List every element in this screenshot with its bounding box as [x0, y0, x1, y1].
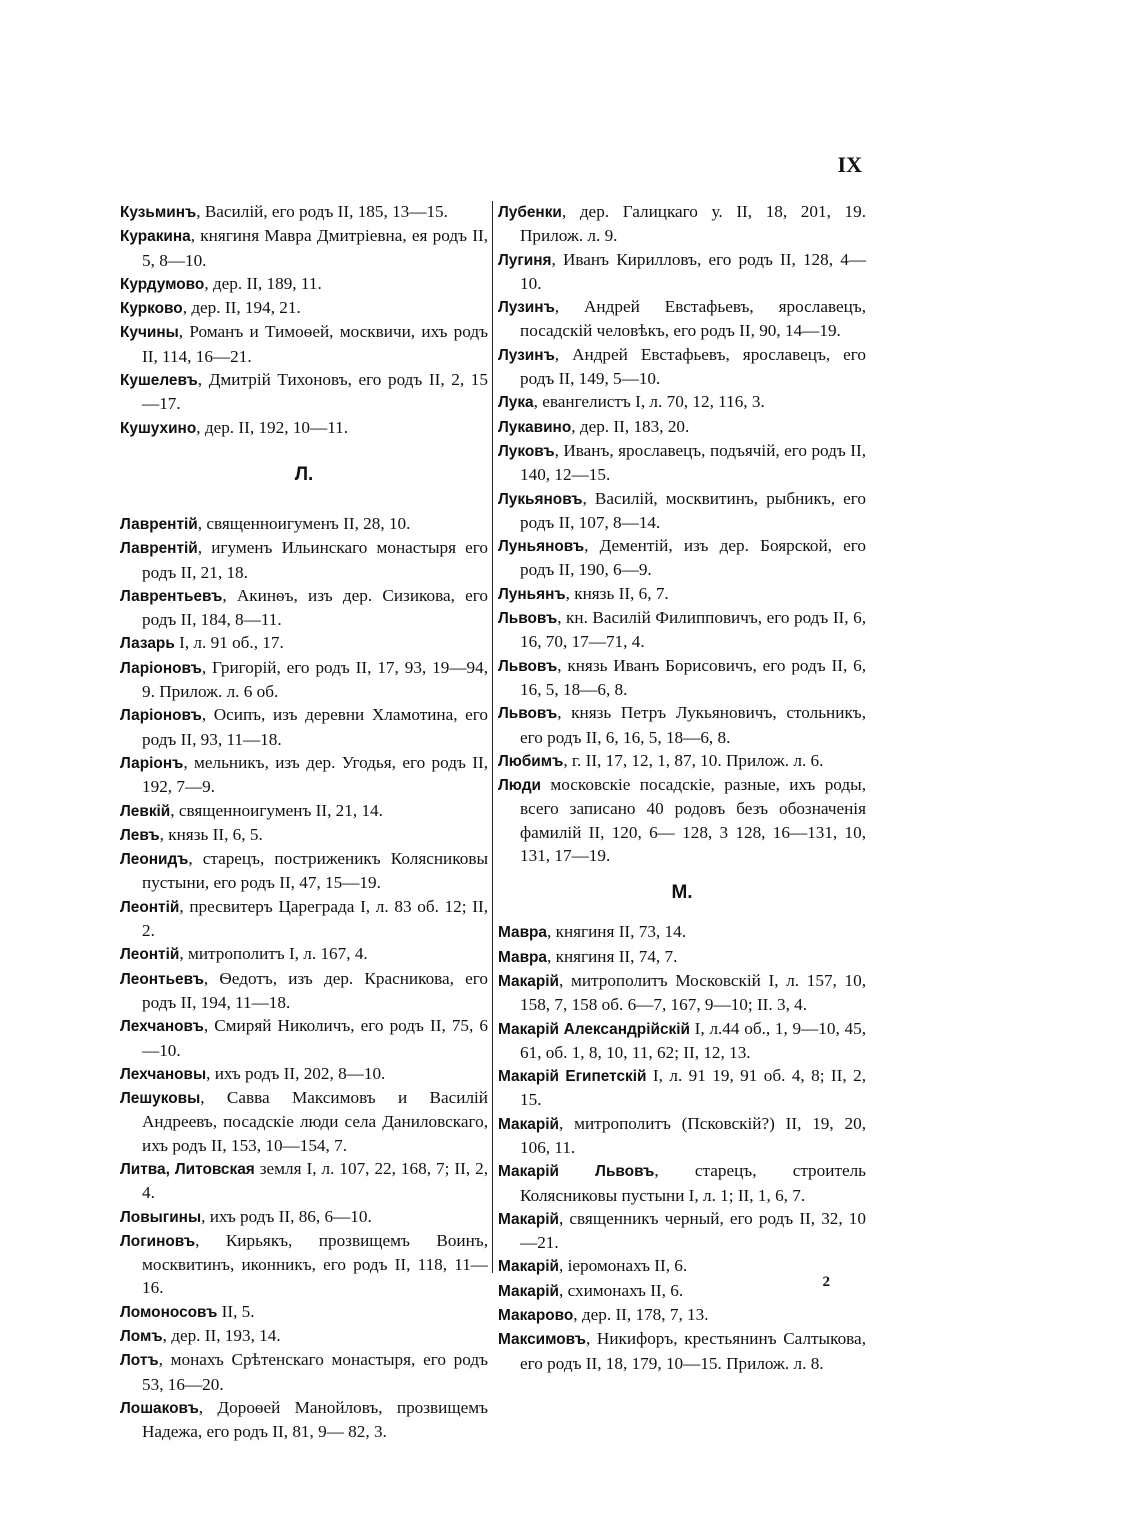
entry-text: , дер. Галицкаго у. II, 18, 201, 19. Прилож. л. 9. — [520, 202, 866, 246]
entry-headword: Ловыгины — [120, 1208, 202, 1226]
index-column-left — [120, 200, 488, 1444]
entry-headword: Леонтій — [120, 898, 180, 916]
entry-headword: Леонидъ — [120, 851, 189, 869]
index-entry — [498, 701, 866, 749]
entry-headword: Лаврентьевъ — [120, 587, 223, 605]
entry-text: , Ѳедотъ, изъ дер. Красникова, его родъ II, 194, 11—18. — [142, 968, 488, 1012]
entry-text: , Осипъ, изъ деревни Хламотина, его родъ II, 93, 11—18. — [142, 705, 488, 749]
index-entry — [498, 439, 866, 487]
entry-headword: Ломоносовъ — [120, 1303, 218, 1321]
index-entry — [498, 1303, 866, 1327]
entry-text: , дер. II, 183, 20. — [571, 416, 690, 436]
entry-text: , игуменъ Ильинскаго монастыря его родъ II, 21, 18. — [142, 538, 488, 582]
entry-headword: Макарій — [498, 1258, 559, 1276]
entry-text: II, 5. — [217, 1301, 255, 1321]
entry-text: , Дементій, изъ дер. Боярской, его родъ II, 190, 6—9. — [520, 536, 866, 580]
entry-text: , Иванъ Кирилловъ, его родъ II, 128, 4—10. — [520, 249, 866, 293]
entry-headword: Лукавино — [498, 418, 572, 436]
entry-headword: Ларіонъ — [120, 754, 184, 772]
entry-text: , Григорій, его родъ II, 17, 93, 19—94, 9. Прилож. л. 6 об. — [142, 657, 488, 702]
entry-text: , Андрей Евстафьевъ, ярославецъ, его родъ II, 149, 5—10. — [520, 344, 866, 389]
entry-text: , митрополитъ I, л. 167, 4. — [179, 944, 368, 964]
entry-text: , митрополитъ Московскій I, л. 157, 10, 158, 7, 158 об. 6—7, 167, 9—10; II. 3, 4. — [520, 970, 866, 1015]
index-entry — [498, 1327, 866, 1375]
entry-text: , г. II, 17, 12, 1, 87, 10. Прилож. л. 6. — [563, 750, 824, 770]
entry-headword: Леонтьевъ — [120, 970, 204, 988]
entry-text: , Смиряй Николичъ, его родъ II, 75, 6—10. — [142, 1016, 488, 1060]
entry-headword: Макарій — [498, 1115, 559, 1133]
index-entry — [120, 200, 488, 224]
entry-text: , Андрей Евстафьевъ, ярославецъ, посадскій человѣкъ, его родъ II, 90, 14—19. — [520, 297, 866, 341]
entry-headword: Луньянъ — [498, 585, 566, 603]
entry-headword: Луньяновъ — [498, 538, 585, 556]
entry-text: , Дороѳей Манойловъ, прозвищемъ Надежа, его родъ II, 81, 9— 82, 3. — [142, 1397, 488, 1442]
index-entry — [120, 942, 488, 966]
index-entry — [120, 967, 488, 1015]
entry-text: , Романъ и Тимоѳей, москвичи, ихъ родъ II, 114, 16—21. — [142, 322, 488, 366]
index-entry — [498, 749, 866, 773]
index-entry — [120, 512, 488, 536]
entry-text: , князь II, 6, 7. — [565, 583, 669, 603]
entry-text: , старецъ, постриженикъ Колясниковы пустыни, его родъ II, 47, 15—19. — [142, 849, 488, 893]
entry-text: , дер. II, 192, 10—11. — [196, 417, 349, 437]
section-heading: М. — [671, 882, 693, 904]
entry-text: земля I, л. 107, 22, 168, 7; II, 2, 4. — [142, 1158, 488, 1203]
entry-headword: Логиновъ — [120, 1232, 196, 1250]
entry-headword: Лаврентій — [120, 515, 198, 533]
entry-text: , князь Петръ Лукьяновичъ, стольникъ, его родъ II, 6, 16, 5, 18—6, 8. — [520, 703, 866, 747]
index-entry — [120, 799, 488, 823]
entry-headword: Макарій Египетскій — [498, 1068, 647, 1086]
index-entry — [120, 1014, 488, 1062]
entry-headword: Ларіоновъ — [120, 659, 202, 677]
index-entry — [120, 823, 488, 847]
index-entry — [498, 1064, 866, 1112]
entry-headword: Лубенки — [498, 204, 562, 221]
entry-text: I, л. 91 19, 91 об. 4, 8; II, 2, 15. — [520, 1066, 866, 1110]
index-entry — [120, 895, 488, 943]
entry-headword: Лугиня — [498, 251, 552, 269]
entry-text: , евангелистъ I, л. 70, 12, 116, 3. — [533, 392, 765, 412]
index-entry — [120, 847, 488, 895]
entry-text: , священноигуменъ II, 21, 14. — [170, 800, 383, 820]
index-entry — [498, 200, 866, 248]
index-entry — [498, 534, 866, 582]
index-entry — [120, 296, 488, 320]
column-divider — [492, 201, 493, 1273]
entry-headword: Львовъ — [498, 705, 558, 723]
entry-text: , монахъ Срѣтенскаго монастыря, его родъ 53, 16—20. — [142, 1350, 488, 1394]
entry-headword: Лошаковъ — [120, 1399, 199, 1417]
index-entry — [498, 773, 866, 867]
entry-headword: Лаврентій — [120, 540, 198, 558]
index-entry — [498, 390, 866, 414]
entry-headword: Львовъ — [498, 657, 558, 675]
entry-text: , ихъ родъ II, 86, 6—10. — [201, 1206, 372, 1226]
entry-text: , Кирьякъ, прозвищемъ Воинъ, москвитинъ, иконникъ, его родъ II, 118, 11—16. — [142, 1230, 488, 1298]
entry-headword: Лехчановъ — [120, 1018, 204, 1036]
section-heading: Л. — [294, 463, 314, 485]
index-entry — [120, 751, 488, 799]
entry-headword: Кучины — [120, 324, 179, 342]
index-entry — [498, 248, 866, 296]
entry-text: , Василій, москвитинъ, рыбникъ, его родъ II, 107, 8—14. — [520, 488, 866, 532]
index-entry — [120, 536, 488, 584]
entry-headword: Кузьминъ — [120, 204, 197, 221]
entry-text: , дер. II, 178, 7, 13. — [573, 1305, 709, 1325]
entry-text: , ихъ родъ II, 202, 8—10. — [206, 1063, 386, 1083]
entry-text: , князь Иванъ Борисовичъ, его родъ II, 6, 16, 5, 18—6, 8. — [520, 655, 866, 699]
page-number: IX — [837, 152, 862, 177]
index-entry — [120, 1086, 488, 1157]
entry-headword: Литва, Литовская — [120, 1160, 255, 1178]
entry-headword: Курково — [120, 300, 183, 318]
entry-text: , священникъ черный, его родъ II, 32, 10—21. — [520, 1208, 866, 1253]
index-entry — [120, 320, 488, 368]
index-entry — [120, 631, 488, 655]
entry-text: , мельникъ, изъ дер. Угодья, его родъ II, 192, 7—9. — [142, 752, 488, 797]
index-entry — [498, 969, 866, 1017]
entry-headword: Львовъ — [498, 610, 558, 628]
index-entry — [120, 416, 488, 440]
entry-text: , іеромонахъ II, 6. — [558, 1256, 688, 1276]
index-entry — [120, 1157, 488, 1205]
entry-headword: Лукьяновъ — [498, 490, 583, 508]
entry-text: московскіе посадскіе, разные, ихъ роды, всего записано 40 родовъ безъ обозначенія фамилій II, 120, 6— 128, 3 128, 16—131, 10, 131, 17—19. — [520, 775, 866, 866]
index-entry — [120, 1324, 488, 1348]
entry-headword: Лузинъ — [498, 299, 555, 317]
index-entry — [120, 1229, 488, 1300]
entry-headword: Курдумово — [120, 275, 205, 293]
index-column-right — [498, 200, 866, 1375]
entry-headword: Лазарь — [120, 635, 175, 653]
entry-text: , князь II, 6, 5. — [159, 824, 263, 844]
entry-headword: Лузинъ — [498, 346, 555, 364]
entry-headword: Лука — [498, 394, 534, 412]
signature-number: 2 — [822, 1274, 830, 1290]
entry-text: I, л. 91 об., 17. — [174, 633, 284, 653]
index-entry — [498, 487, 866, 535]
entry-headword: Леонтій — [120, 946, 180, 964]
index-entry — [498, 295, 866, 343]
index-entry — [498, 1207, 866, 1255]
index-entry — [120, 584, 488, 632]
entry-headword: Макарій Львовъ — [498, 1163, 655, 1181]
entry-headword: Куракина — [120, 228, 191, 246]
index-entry — [498, 1017, 866, 1065]
index-entry — [120, 703, 488, 751]
index-entry — [120, 224, 488, 272]
index-entry — [120, 1062, 488, 1086]
entry-headword: Луковъ — [498, 442, 555, 460]
entry-text: , княгиня II, 73, 14. — [547, 922, 687, 942]
entry-text: I, л.44 об., 1, 9—10, 45, 61, об. 1, 8, 10, 11, 62; II, 12, 13. — [520, 1018, 867, 1062]
entry-headword: Ломъ — [120, 1328, 163, 1346]
index-entry — [498, 920, 866, 944]
entry-headword: Макарій — [498, 972, 559, 990]
index-entry — [498, 1159, 866, 1207]
index-entry — [120, 1348, 488, 1396]
index-entry — [120, 368, 488, 416]
entry-headword: Макарій Александрійскій — [498, 1020, 690, 1038]
entry-text: , митрополитъ (Псковскій?) II, 19, 20, 106, 11. — [520, 1113, 866, 1157]
index-entry — [120, 272, 488, 296]
index-entry — [498, 1112, 866, 1160]
index-entry — [120, 1396, 488, 1444]
entry-headword: Максимовъ — [498, 1331, 586, 1349]
entry-text: , Никифоръ, крестьянинъ Салтыкова, его родъ II, 18, 179, 10—15. Прилож. л. 8. — [520, 1329, 866, 1373]
index-entry — [498, 654, 866, 702]
entry-headword: Лешуковы — [120, 1090, 201, 1108]
entry-headword: Любимъ — [498, 752, 564, 770]
entry-text: , схимонахъ II, 6. — [558, 1280, 684, 1300]
entry-headword: Мавра — [498, 924, 547, 942]
entry-headword: Левъ — [120, 826, 160, 844]
index-entry — [120, 1300, 488, 1324]
entry-headword: Ларіоновъ — [120, 707, 202, 725]
entry-text: , княгиня II, 74, 7. — [547, 946, 678, 966]
entry-headword: Макарово — [498, 1307, 574, 1325]
entry-headword: Кушухино — [120, 419, 197, 437]
index-entry — [120, 656, 488, 704]
entry-text: , Савва Максимовъ и Василій Андреевъ, посадскіе люди села Даниловскаго, ихъ родъ II, 153, 10—154, 7. — [142, 1088, 488, 1155]
index-entry — [498, 606, 866, 654]
index-entry — [498, 343, 866, 391]
entry-text: , старецъ, строитель Колясниковы пустыни I, л. 1; II, 1, 6, 7. — [520, 1161, 866, 1205]
entry-text: , священноигуменъ II, 28, 10. — [197, 513, 411, 533]
entry-text: , дер. II, 193, 14. — [162, 1326, 281, 1346]
entry-headword: Лехчановы — [120, 1065, 207, 1083]
index-entry — [498, 415, 866, 439]
index-entry — [498, 582, 866, 606]
entry-headword: Левкій — [120, 802, 171, 820]
entry-text: , дер. II, 194, 21. — [182, 298, 301, 318]
entry-text: , дер. II, 189, 11. — [204, 273, 322, 293]
entry-headword: Кушелевъ — [120, 372, 198, 390]
entry-headword: Мавра — [498, 948, 547, 966]
entry-text: , Иванъ, ярославецъ, подъячій, его родъ II, 140, 12—15. — [520, 440, 866, 485]
index-entry — [120, 1205, 488, 1229]
entry-text: , княгиня Мавра Дмитріевна, ея родъ II, 5, 8—10. — [142, 226, 488, 270]
entry-text: , кн. Василій Филипповичъ, его родъ II, 6, 16, 70, 17—71, 4. — [520, 608, 866, 652]
entry-text: , пресвитеръ Цареграда I, л. 83 об. 12; II, 2. — [142, 896, 488, 941]
entry-headword: Лотъ — [120, 1352, 159, 1370]
entry-headword: Макарій — [498, 1210, 559, 1228]
entry-text: , Акинѳъ, изъ дер. Сизикова, его родъ II, 184, 8—11. — [142, 585, 488, 630]
entry-text: , Василій, его родъ II, 185, 13—15. — [196, 202, 448, 221]
index-entry — [498, 945, 866, 969]
entry-headword: Макарій — [498, 1282, 559, 1300]
entry-text: , Дмитрій Тихоновъ, его родъ II, 2, 15—17. — [142, 370, 488, 414]
entry-headword: Люди — [498, 777, 541, 795]
